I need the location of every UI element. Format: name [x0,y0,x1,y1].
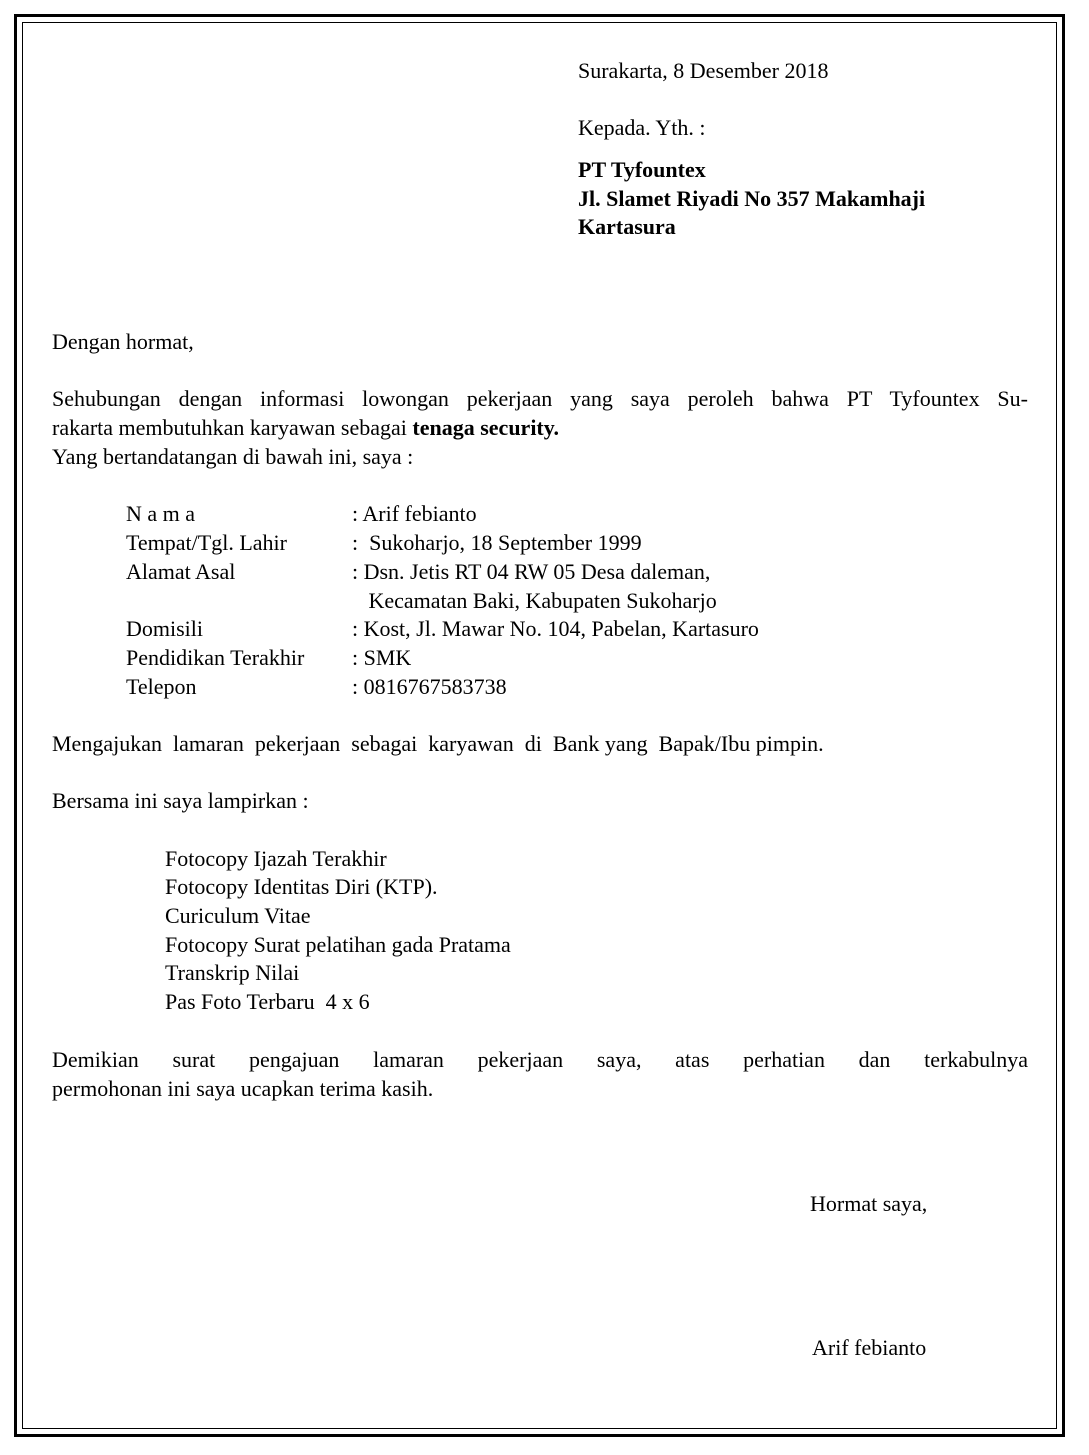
closing-paragraph [52,1045,1028,1103]
biodata-label: Alamat Asal [126,559,236,584]
biodata-label: Pendidikan Terakhir [126,645,305,670]
application-statement: Mengajukan lamaran pekerjaan sebagai karyawan di Bank yang Bapak/Ibu pimpin. [52,731,824,756]
biodata-label: Telepon [126,674,197,699]
recipient-label: Kepada. Yth. : [578,115,706,140]
biodata-value: : Kost, Jl. Mawar No. 104, Pabelan, Kartasuro [352,616,759,641]
intro-line-1: Sehubungan dengan informasi lowongan pekerjaan yang saya peroleh bahwa PT Tyfountex Su- [52,386,1028,411]
intro-paragraph [52,384,1028,471]
biodata-value: : SMK [352,645,412,670]
intro-line-2 [52,413,1028,442]
attachment-item: Pas Foto Terbaru 4 x 6 [165,989,370,1014]
recipient-address-line2: Kartasura [578,214,676,239]
attachment-item: Transkrip Nilai [165,960,300,985]
biodata-label: Tempat/Tgl. Lahir [126,530,287,555]
biodata-label: Domisili [126,616,204,641]
intro-line-2-text: rakarta membutuhkan karyawan sebagai [52,415,413,440]
recipient-address-line1: Jl. Slamet Riyadi No 357 Makamhaji [578,186,926,211]
biodata-value: : 0816767583738 [352,674,507,699]
closing-line-2: permohonan ini saya ucapkan terima kasih. [52,1076,434,1101]
signer-name: Arif febianto [812,1335,927,1360]
intro-line-3: Yang bertandatangan di bawah ini, saya : [52,444,414,469]
attachment-item: Fotocopy Ijazah Terakhir [165,846,387,871]
attachment-item: Fotocopy Identitas Diri (KTP). [165,874,438,899]
attachments-intro: Bersama ini saya lampirkan : [52,788,309,813]
biodata-value: : Dsn. Jetis RT 04 RW 05 Desa daleman, [352,559,711,584]
closing-line-1: Demikian surat pengajuan lamaran pekerjaan saya, atas perhatian dan terkabulnya [52,1047,1028,1072]
intro-position-highlight: tenaga security. [412,415,560,440]
sign-off: Hormat saya, [810,1191,928,1216]
biodata-value: : Sukoharjo, 18 September 1999 [352,530,642,555]
greeting: Dengan hormat, [52,329,194,354]
attachment-item: Curiculum Vitae [165,903,311,928]
biodata-label: N a m a [126,501,196,526]
biodata-value: Kecamatan Baki, Kabupaten Sukoharjo [352,588,717,613]
biodata-value: : Arif febianto [352,501,477,526]
recipient-name: PT Tyfountex [578,157,706,182]
attachment-item: Fotocopy Surat pelatihan gada Pratama [165,932,511,957]
place-date: Surakarta, 8 Desember 2018 [578,58,829,83]
